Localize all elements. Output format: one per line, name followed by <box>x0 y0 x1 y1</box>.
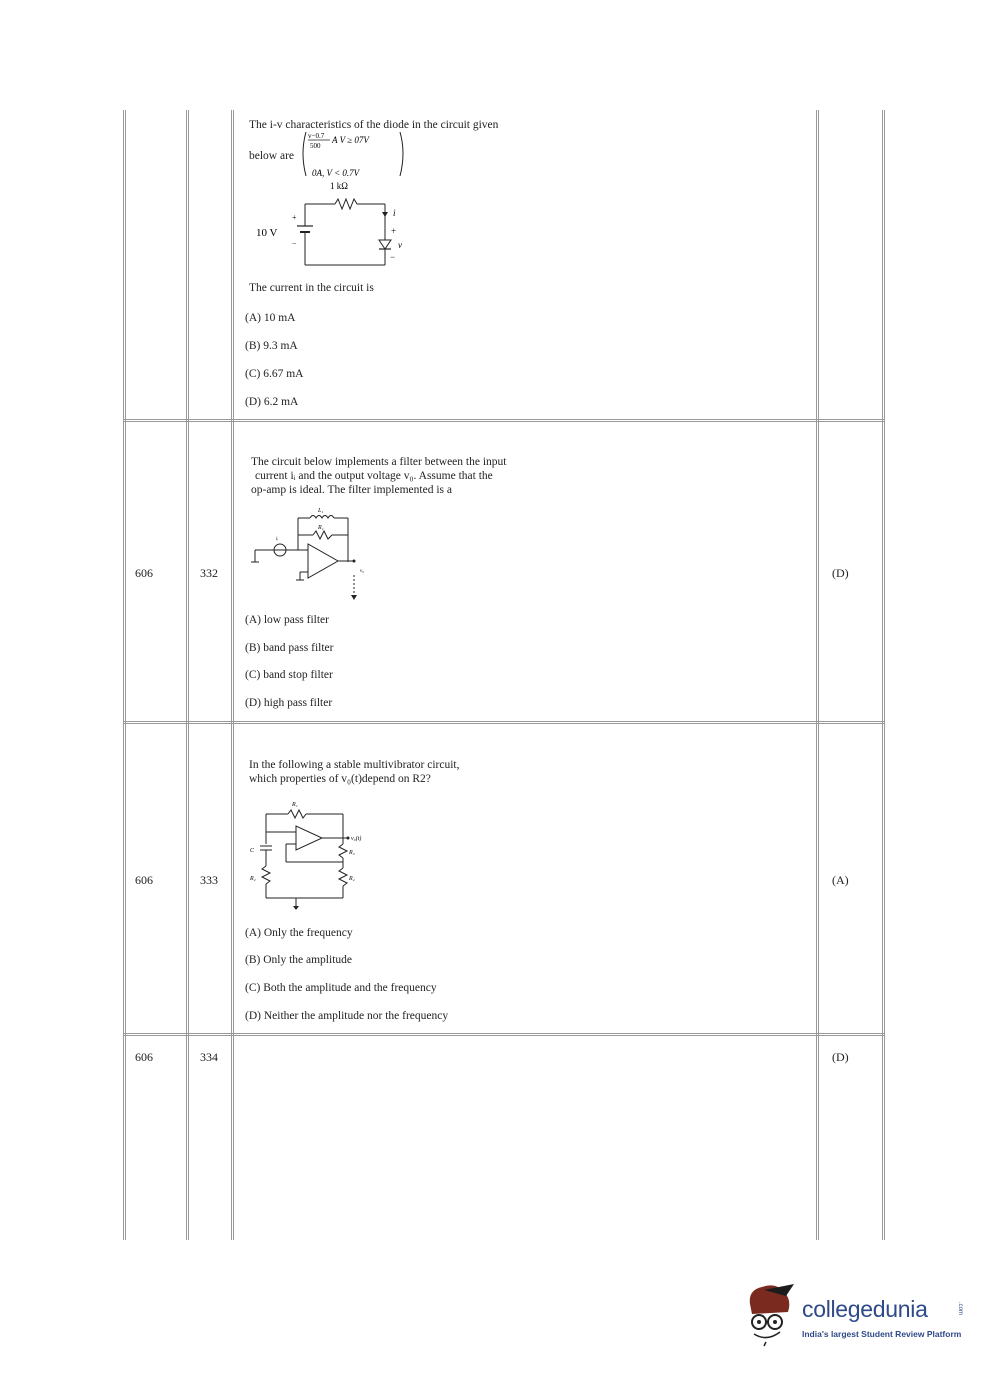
subject-code: 606 <box>135 1050 153 1064</box>
diode-circuit-diagram <box>250 192 410 272</box>
capacitor-label: C <box>250 848 255 854</box>
r1-label: R₁ <box>292 802 298 808</box>
r3-label: R₃ <box>349 850 355 856</box>
option-b: (B) 9.3 mA <box>245 340 298 352</box>
option-d: (D) Neither the amplitude nor the frequency <box>245 1010 449 1022</box>
minus-sign: − <box>292 239 297 248</box>
answer-key: (D) <box>832 566 849 580</box>
question-text: which properties of v₀(t)depend on R2? <box>249 773 431 785</box>
subject-code: 606 <box>135 873 153 887</box>
plus-sign: + <box>391 226 397 236</box>
case2: 0A, V < 0.7V <box>312 168 360 178</box>
question-text: op-amp is ideal. The filter implemented is a <box>251 484 452 496</box>
output-label: v₀(t) <box>351 836 362 842</box>
option-d: (D) high pass filter <box>245 697 333 709</box>
question-number: 333 <box>200 873 218 887</box>
question-number: 334 <box>200 1050 218 1064</box>
r2-label: R₂ <box>250 876 256 882</box>
answer-key: (D) <box>832 1050 849 1064</box>
answer-key: (A) <box>832 873 849 887</box>
option-c: (C) 6.67 mA <box>245 368 304 380</box>
question-prompt: The current in the circuit is <box>249 282 374 294</box>
mascot-icon <box>742 1282 800 1348</box>
option-c: (C) band stop filter <box>245 669 333 681</box>
case1-rest: A V ≥ 07V <box>332 135 369 145</box>
current-label: iᵢ <box>276 537 279 542</box>
question-text: The i-v characteristics of the diode in the circuit given <box>249 119 499 131</box>
resistor-label: 1 kΩ <box>330 181 348 191</box>
option-c: (C) Both the amplitude and the frequency <box>245 982 437 994</box>
option-a: (A) 10 mA <box>245 312 296 324</box>
option-a: (A) low pass filter <box>245 614 329 626</box>
case1-num: v−0.7 <box>308 132 325 140</box>
inductor-label: L₁ <box>318 508 324 514</box>
question-text: In the following a stable multivibrator circuit, <box>249 759 460 771</box>
option-d: (D) 6.2 mA <box>245 396 299 408</box>
minus-sign: − <box>390 252 396 262</box>
resistor-label: R₁ <box>318 525 324 531</box>
case1-den: 500 <box>310 142 321 150</box>
question-text: below are <box>249 150 295 162</box>
filter-circuit-diagram <box>250 500 380 610</box>
plus-sign: + <box>292 213 297 222</box>
current-label: i <box>393 208 396 218</box>
question-text: current iᵢ and the output voltage v₀. Assume that the <box>255 470 493 482</box>
logo-tagline: India's largest Student Review Platform <box>802 1329 962 1339</box>
multivibrator-circuit-diagram <box>248 794 378 914</box>
logo-dotcom: .com <box>957 1302 963 1316</box>
collegedunia-logo[interactable] <box>742 1280 972 1350</box>
source-label: 10 V <box>256 227 278 239</box>
output-label: v₀ <box>360 569 364 574</box>
subject-code: 606 <box>135 566 153 580</box>
option-b: (B) Only the amplitude <box>245 954 352 966</box>
logo-name: collegedunia <box>802 1296 928 1322</box>
option-a: (A) Only the frequency <box>245 927 353 939</box>
piecewise-equation <box>290 128 430 198</box>
option-b: (B) band pass filter <box>245 642 334 654</box>
r4-label: R₄ <box>349 876 355 882</box>
voltage-label: v <box>398 240 402 250</box>
question-text: The circuit below implements a filter between the input <box>251 456 507 468</box>
question-number: 332 <box>200 566 218 580</box>
